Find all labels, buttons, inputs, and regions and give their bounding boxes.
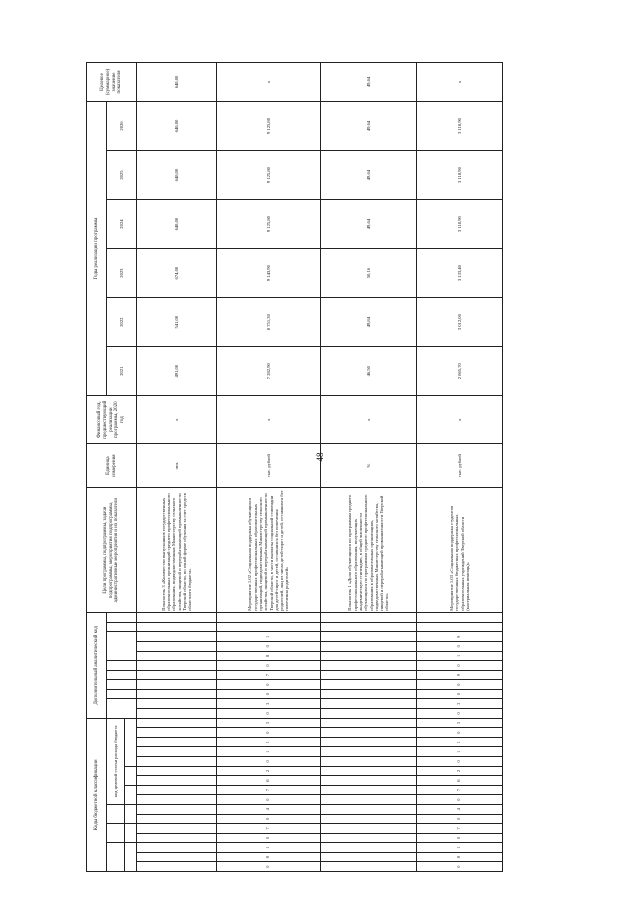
table-row: [321, 63, 417, 872]
code-cell: [321, 642, 417, 652]
code-cell: [137, 622, 217, 632]
code-cell: 0: [217, 795, 321, 805]
header-unit: Единица измерения: [87, 444, 137, 488]
code-cell: 0: [217, 642, 321, 652]
code-cell: 1: [217, 737, 321, 747]
code-cell: [321, 785, 417, 795]
code-cell: 3: [217, 699, 321, 709]
row-unit: чел.: [137, 444, 217, 488]
code-cell: [137, 642, 217, 652]
header-program-name: Цели программы, подпрограммы, задачи подпрограммы, мероприятия подпрограммы, административные мероприятия и их показатели: [87, 488, 137, 613]
row-year-value: 648,00: [137, 200, 217, 249]
code-cell: 0: [417, 689, 503, 699]
code-cell: [321, 622, 417, 632]
row-year-value: 3 133,40: [417, 249, 503, 298]
code-cell: [417, 613, 503, 623]
code-cell: 0: [217, 757, 321, 767]
row-description: Мероприятие 1.03 «Социальная поддержка студентов государственных бюджетных профессиональных образовательных учреждений Тверской области (материальная помощь)»: [417, 488, 503, 613]
code-cell: [321, 689, 417, 699]
row-year-value: 541,00: [137, 298, 217, 347]
row-year-value: 49,84: [321, 298, 417, 347]
header-section: [107, 824, 125, 843]
code-cell: 1: [217, 747, 321, 757]
year-2026: 2026: [107, 101, 137, 150]
code-cell: 0: [217, 728, 321, 738]
code-cell: [321, 843, 417, 853]
code-cell: [137, 776, 217, 786]
code-cell: 3: [417, 718, 503, 728]
code-cell: 0: [417, 757, 503, 767]
code-cell: [137, 661, 217, 671]
code-cell: 1: [217, 632, 321, 642]
header-target-value: Целевое (суммарное) значение показателя: [87, 63, 137, 102]
code-cell: 0: [417, 709, 503, 719]
row-unit: %: [321, 444, 417, 488]
code-cell: 6: [217, 776, 321, 786]
code-cell: 2: [217, 766, 321, 776]
code-cell: 0: [417, 661, 503, 671]
header-goal: [107, 680, 137, 690]
code-cell: [137, 862, 217, 872]
code-cell: 0: [217, 709, 321, 719]
code-cell: [137, 670, 217, 680]
header-admin: [107, 843, 125, 872]
row-prev-year: х: [417, 396, 503, 444]
header-indicator: [107, 632, 137, 661]
header-task: [107, 670, 137, 680]
row-target: х: [417, 63, 503, 102]
header-row3-c: [125, 804, 137, 823]
code-cell: [137, 651, 217, 661]
page-number: 48: [315, 452, 325, 462]
row-year-value: 49,64: [321, 200, 417, 249]
row-year-value: 9 125,80: [217, 151, 321, 200]
row-prev-year: х: [217, 396, 321, 444]
code-cell: [321, 737, 417, 747]
code-cell: [137, 613, 217, 623]
header-analytic-code: Дополнительный аналитический код: [87, 613, 107, 718]
row-year-value: 7 282,90: [217, 347, 321, 396]
code-cell: [137, 718, 217, 728]
header-indicator-number: [107, 622, 137, 632]
table-row: [217, 63, 321, 872]
code-cell: 1: [417, 737, 503, 747]
code-cell: 7: [217, 670, 321, 680]
code-cell: [137, 804, 217, 814]
code-cell: [137, 737, 217, 747]
code-cell: 8: [217, 651, 321, 661]
code-cell: [137, 709, 217, 719]
code-cell: [321, 795, 417, 805]
code-cell: [321, 613, 417, 623]
year-2021: 2021: [107, 347, 137, 396]
code-cell: [321, 747, 417, 757]
row-year-value: 648,00: [137, 101, 217, 150]
code-cell: [137, 680, 217, 690]
code-cell: [137, 814, 217, 824]
code-cell: [321, 670, 417, 680]
row-year-value: 3 118,90: [417, 151, 503, 200]
header-row3-e: [125, 766, 137, 785]
code-cell: 1: [217, 843, 321, 853]
code-cell: 0: [417, 833, 503, 843]
program-table: [86, 62, 503, 872]
row-year-value: 2 865,70: [417, 347, 503, 396]
code-cell: 0: [417, 642, 503, 652]
code-cell: [321, 718, 417, 728]
row-year-value: 674,00: [137, 249, 217, 298]
header-row3-d: [125, 785, 137, 804]
header-program-years: Годы реализации программы: [87, 101, 107, 395]
code-cell: [321, 824, 417, 834]
row-year-value: 648,00: [137, 151, 217, 200]
row-year-value: 3 118,90: [417, 200, 503, 249]
code-cell: [137, 795, 217, 805]
code-cell: 7: [417, 824, 503, 834]
code-cell: 0: [217, 661, 321, 671]
code-cell: [217, 622, 321, 632]
row-year-value: 491,00: [137, 347, 217, 396]
header-row3-f: [125, 718, 137, 766]
code-cell: [321, 680, 417, 690]
row-target: 648,00: [137, 63, 217, 102]
row-year-value: 9 125,80: [217, 200, 321, 249]
code-cell: [321, 766, 417, 776]
code-cell: 7: [217, 785, 321, 795]
header-extra: [107, 613, 137, 623]
code-cell: [137, 728, 217, 738]
code-cell: [321, 651, 417, 661]
header-expense-code: код целевой статьи расхода бюджета: [107, 718, 125, 804]
code-cell: [321, 699, 417, 709]
code-cell: 0: [217, 833, 321, 843]
code-cell: 0: [217, 689, 321, 699]
code-cell: 2: [417, 766, 503, 776]
row-prev-year: х: [137, 396, 217, 444]
code-cell: [137, 747, 217, 757]
code-cell: 0: [417, 680, 503, 690]
code-cell: [417, 622, 503, 632]
row-year-value: 49,64: [321, 101, 417, 150]
row-year-value: 49,64: [321, 151, 417, 200]
code-cell: 9: [417, 670, 503, 680]
code-cell: 0: [217, 862, 321, 872]
code-cell: [137, 852, 217, 862]
code-cell: [137, 785, 217, 795]
code-cell: [137, 632, 217, 642]
code-cell: [137, 689, 217, 699]
code-cell: [321, 852, 417, 862]
code-cell: [321, 814, 417, 824]
code-cell: [137, 824, 217, 834]
code-cell: [321, 661, 417, 671]
code-cell: 8: [217, 852, 321, 862]
header-row3-a: [125, 843, 137, 872]
code-cell: [321, 862, 417, 872]
code-cell: 8: [417, 852, 503, 862]
code-cell: [321, 804, 417, 814]
code-cell: [321, 833, 417, 843]
row-description: Показатель 1 «Доля обучающихся по программам среднего профессионального образования, получающих академическую стипендию, в общей численности обучающихся по программам среднего профессионального образования в образовательных организациях, подведомственных Министерству сельского хозяйства, пищевой и перерабатывающей промышленности Тверской области»: [321, 488, 417, 613]
year-2022: 2022: [107, 298, 137, 347]
code-cell: 1: [417, 747, 503, 757]
code-cell: 1: [417, 651, 503, 661]
table-row: [417, 63, 503, 872]
header-program: [107, 699, 137, 718]
code-cell: 0: [217, 680, 321, 690]
header-subprogram: [107, 689, 137, 699]
code-cell: [137, 843, 217, 853]
code-cell: 9: [417, 632, 503, 642]
row-year-value: 3 118,90: [417, 101, 503, 150]
row-year-value: 9 125,80: [217, 101, 321, 150]
code-cell: [321, 632, 417, 642]
code-cell: [321, 728, 417, 738]
row-year-value: 46,50: [321, 347, 417, 396]
row-unit: тыс. рублей: [417, 444, 503, 488]
code-cell: 3: [217, 718, 321, 728]
code-cell: 0: [217, 814, 321, 824]
code-cell: [321, 709, 417, 719]
code-cell: 3: [417, 699, 503, 709]
code-cell: 7: [417, 785, 503, 795]
code-cell: [137, 833, 217, 843]
code-cell: 6: [417, 776, 503, 786]
code-cell: 0: [417, 728, 503, 738]
row-target: х: [217, 63, 321, 102]
row-year-value: 8 751,30: [217, 298, 321, 347]
year-2023: 2023: [107, 249, 137, 298]
row-year-value: 3 012,00: [417, 298, 503, 347]
code-cell: [217, 613, 321, 623]
row-year-value: 50,16: [321, 249, 417, 298]
header-row3-b: [125, 824, 137, 843]
code-cell: [321, 776, 417, 786]
header-budget-codes: Коды бюджетной классификации: [87, 718, 107, 871]
table-row: [137, 63, 217, 872]
code-cell: 4: [417, 804, 503, 814]
row-target: 49,64: [321, 63, 417, 102]
year-2025: 2025: [107, 151, 137, 200]
row-unit: тыс. рублей: [217, 444, 321, 488]
code-cell: 0: [417, 795, 503, 805]
row-year-value: 9 143,90: [217, 249, 321, 298]
year-2024: 2024: [107, 200, 137, 249]
header-subsection: [107, 804, 125, 823]
code-cell: 0: [417, 814, 503, 824]
code-cell: [137, 699, 217, 709]
code-cell: 0: [417, 862, 503, 872]
row-description: Мероприятие 1.02 «Социальная поддержка обучающихся государственных профессиональных образовательных организаций, подведомственных Министерству сельского хозяйства, пищевой и перерабатывающей промышленности Тверской области, в части выплаты социальной стипендии для детей-сирот и детей, оставшихся без попечения родителей, лиц из числа детей-сирот и детей, оставшихся без попечения родителей»: [217, 488, 321, 613]
code-cell: 1: [417, 843, 503, 853]
header-activity: [107, 661, 137, 671]
code-cell: 4: [217, 804, 321, 814]
code-cell: [137, 757, 217, 767]
code-cell: [321, 757, 417, 767]
code-cell: [137, 766, 217, 776]
row-prev-year: х: [321, 396, 417, 444]
code-cell: 7: [217, 824, 321, 834]
row-description: Показатель 3 «Количество выпускников государственных образовательных организаций среднего профессионального образования, подведомственных Министерству сельского хозяйства, пищевой и перерабатывающей промышленности Тверской области, по очной форме обучения за счет средств областного бюджета»: [137, 488, 217, 613]
header-financial-year: Финансовый год, предшествующий реализации программы, 2020 год: [87, 396, 137, 444]
